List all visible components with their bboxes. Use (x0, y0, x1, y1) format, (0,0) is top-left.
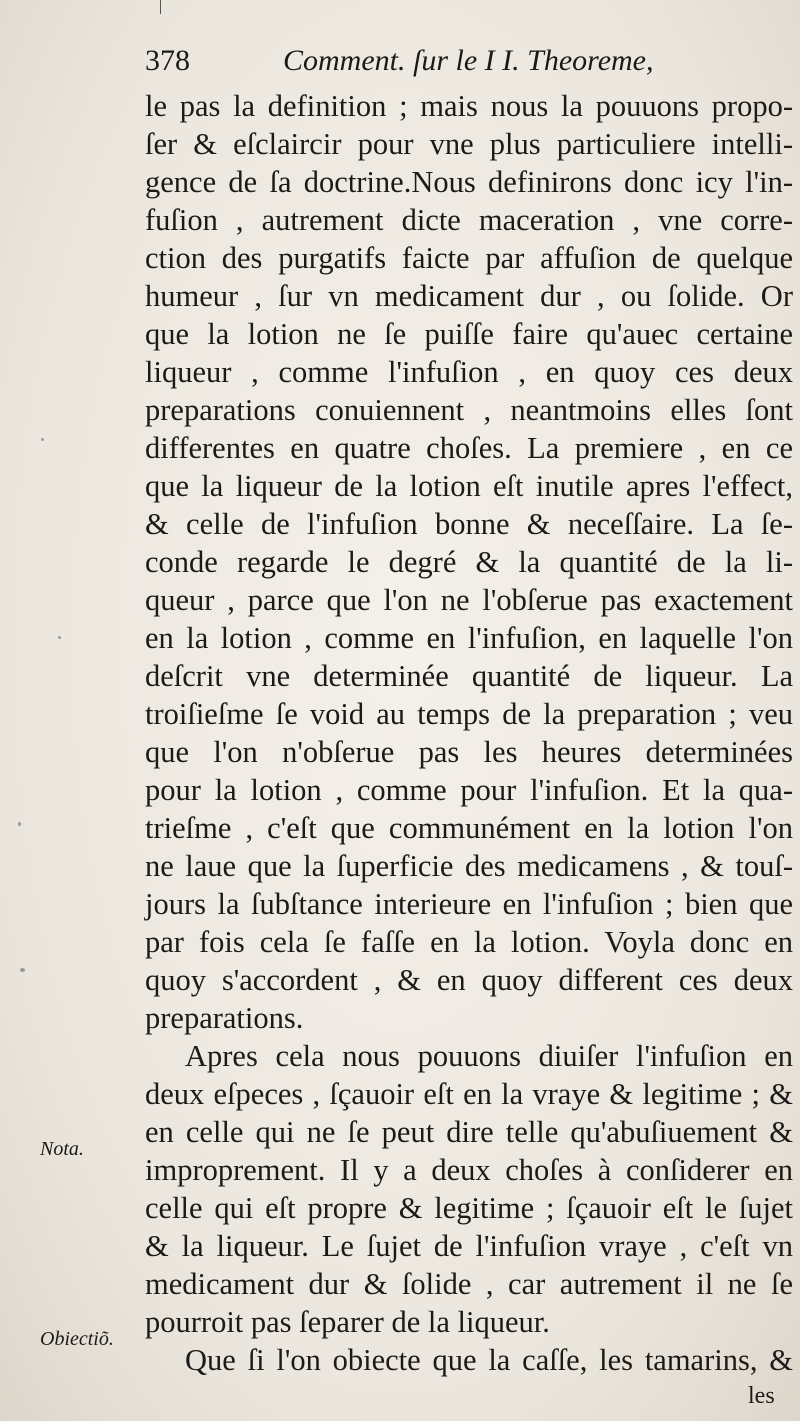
running-title: Comment. ſur le I I. Theoreme, (283, 44, 654, 77)
text-line: quoy s'accordent , & en quoy different ces deux (145, 963, 793, 997)
text-line: celle qui eſt propre & legitime ; ſçauoir eſt le ſujet (145, 1191, 793, 1225)
margin-note-nota: Nota. (40, 1138, 84, 1160)
text-line: pourroit pas ſeparer de la liqueur. (145, 1305, 550, 1339)
text-line: conde regarde le degré & la quantité de la li- (145, 545, 793, 579)
text-line: deſcrit vne determinée quantité de liqueur. La (145, 659, 793, 693)
ink-speck (20, 968, 25, 972)
text-line: gence de ſa doctrine.Nous definirons donc icy l'in- (145, 165, 793, 199)
text-line: Apres cela nous pouuons diuiſer l'infuſion en (185, 1039, 793, 1073)
text-line: en la lotion , comme en l'infuſion, en laquelle l'on (145, 621, 793, 655)
text-line: & la liqueur. Le ſujet de l'infuſion vraye , c'eſt vn (145, 1229, 793, 1263)
text-line: ction des purgatifs faicte par affuſion de quelque (145, 241, 793, 275)
text-line: medicament dur & ſolide , car autrement il ne ſe (145, 1267, 793, 1301)
text-line: ne laue que la ſuperficie des medicamens , & touſ- (145, 849, 793, 883)
text-line: humeur , ſur vn medicament dur , ou ſolide. Or (145, 279, 793, 313)
text-line: preparations. (145, 1001, 304, 1035)
text-line: preparations conuiennent , neantmoins elles ſont (145, 393, 793, 427)
text-line: Que ſi l'on obiecte que la caſſe, les tamarins, & (185, 1343, 793, 1377)
text-line: troiſieſme ſe void au temps de la preparation ; veu (145, 697, 793, 731)
text-line: queur , parce que l'on ne l'obſerue pas exactement (145, 583, 793, 617)
running-head (145, 44, 795, 94)
catchword: les (748, 1383, 775, 1409)
text-line: en celle qui ne ſe peut dire telle qu'abuſiuement & (145, 1115, 793, 1149)
text-line: improprement. Il y a deux choſes à conſiderer en (145, 1153, 793, 1187)
gutter-mark (160, 0, 161, 14)
text-line: le pas la definition ; mais nous la pouuons propo- (145, 89, 793, 123)
ink-speck (18, 822, 21, 826)
text-line: par fois cela ſe faſſe en la lotion. Voyla donc en (145, 925, 793, 959)
text-line: que la lotion ne ſe puiſſe faire qu'auec certaine (145, 317, 793, 351)
text-line: differentes en quatre choſes. La premiere , en ce (145, 431, 793, 465)
text-line: liqueur , comme l'infuſion , en quoy ces deux (145, 355, 793, 389)
ink-speck (58, 636, 61, 639)
ink-speck (41, 438, 44, 441)
text-line: deux eſpeces , ſçauoir eſt en la vraye & legitime ; & (145, 1077, 793, 1111)
text-line: que la liqueur de la lotion eſt inutile apres l'effect, (145, 469, 793, 503)
page-number: 378 (145, 44, 190, 77)
text-line: que l'on n'obſerue pas les heures determinées (145, 735, 793, 769)
text-line: pour la lotion , comme pour l'infuſion. Et la qua- (145, 773, 793, 807)
text-line: & celle de l'infuſion bonne & neceſſaire. La ſe- (145, 507, 793, 541)
text-line: ſer & eſclaircir pour vne plus particuliere intelli- (145, 127, 793, 161)
text-line: trieſme , c'eſt que communément en la lotion l'on (145, 811, 793, 845)
margin-note-objection: Obiectiõ. (40, 1328, 114, 1350)
text-line: fuſion , autrement dicte maceration , vne corre- (145, 203, 793, 237)
text-line: jours la ſubſtance interieure en l'infuſion ; bien que (145, 887, 793, 921)
